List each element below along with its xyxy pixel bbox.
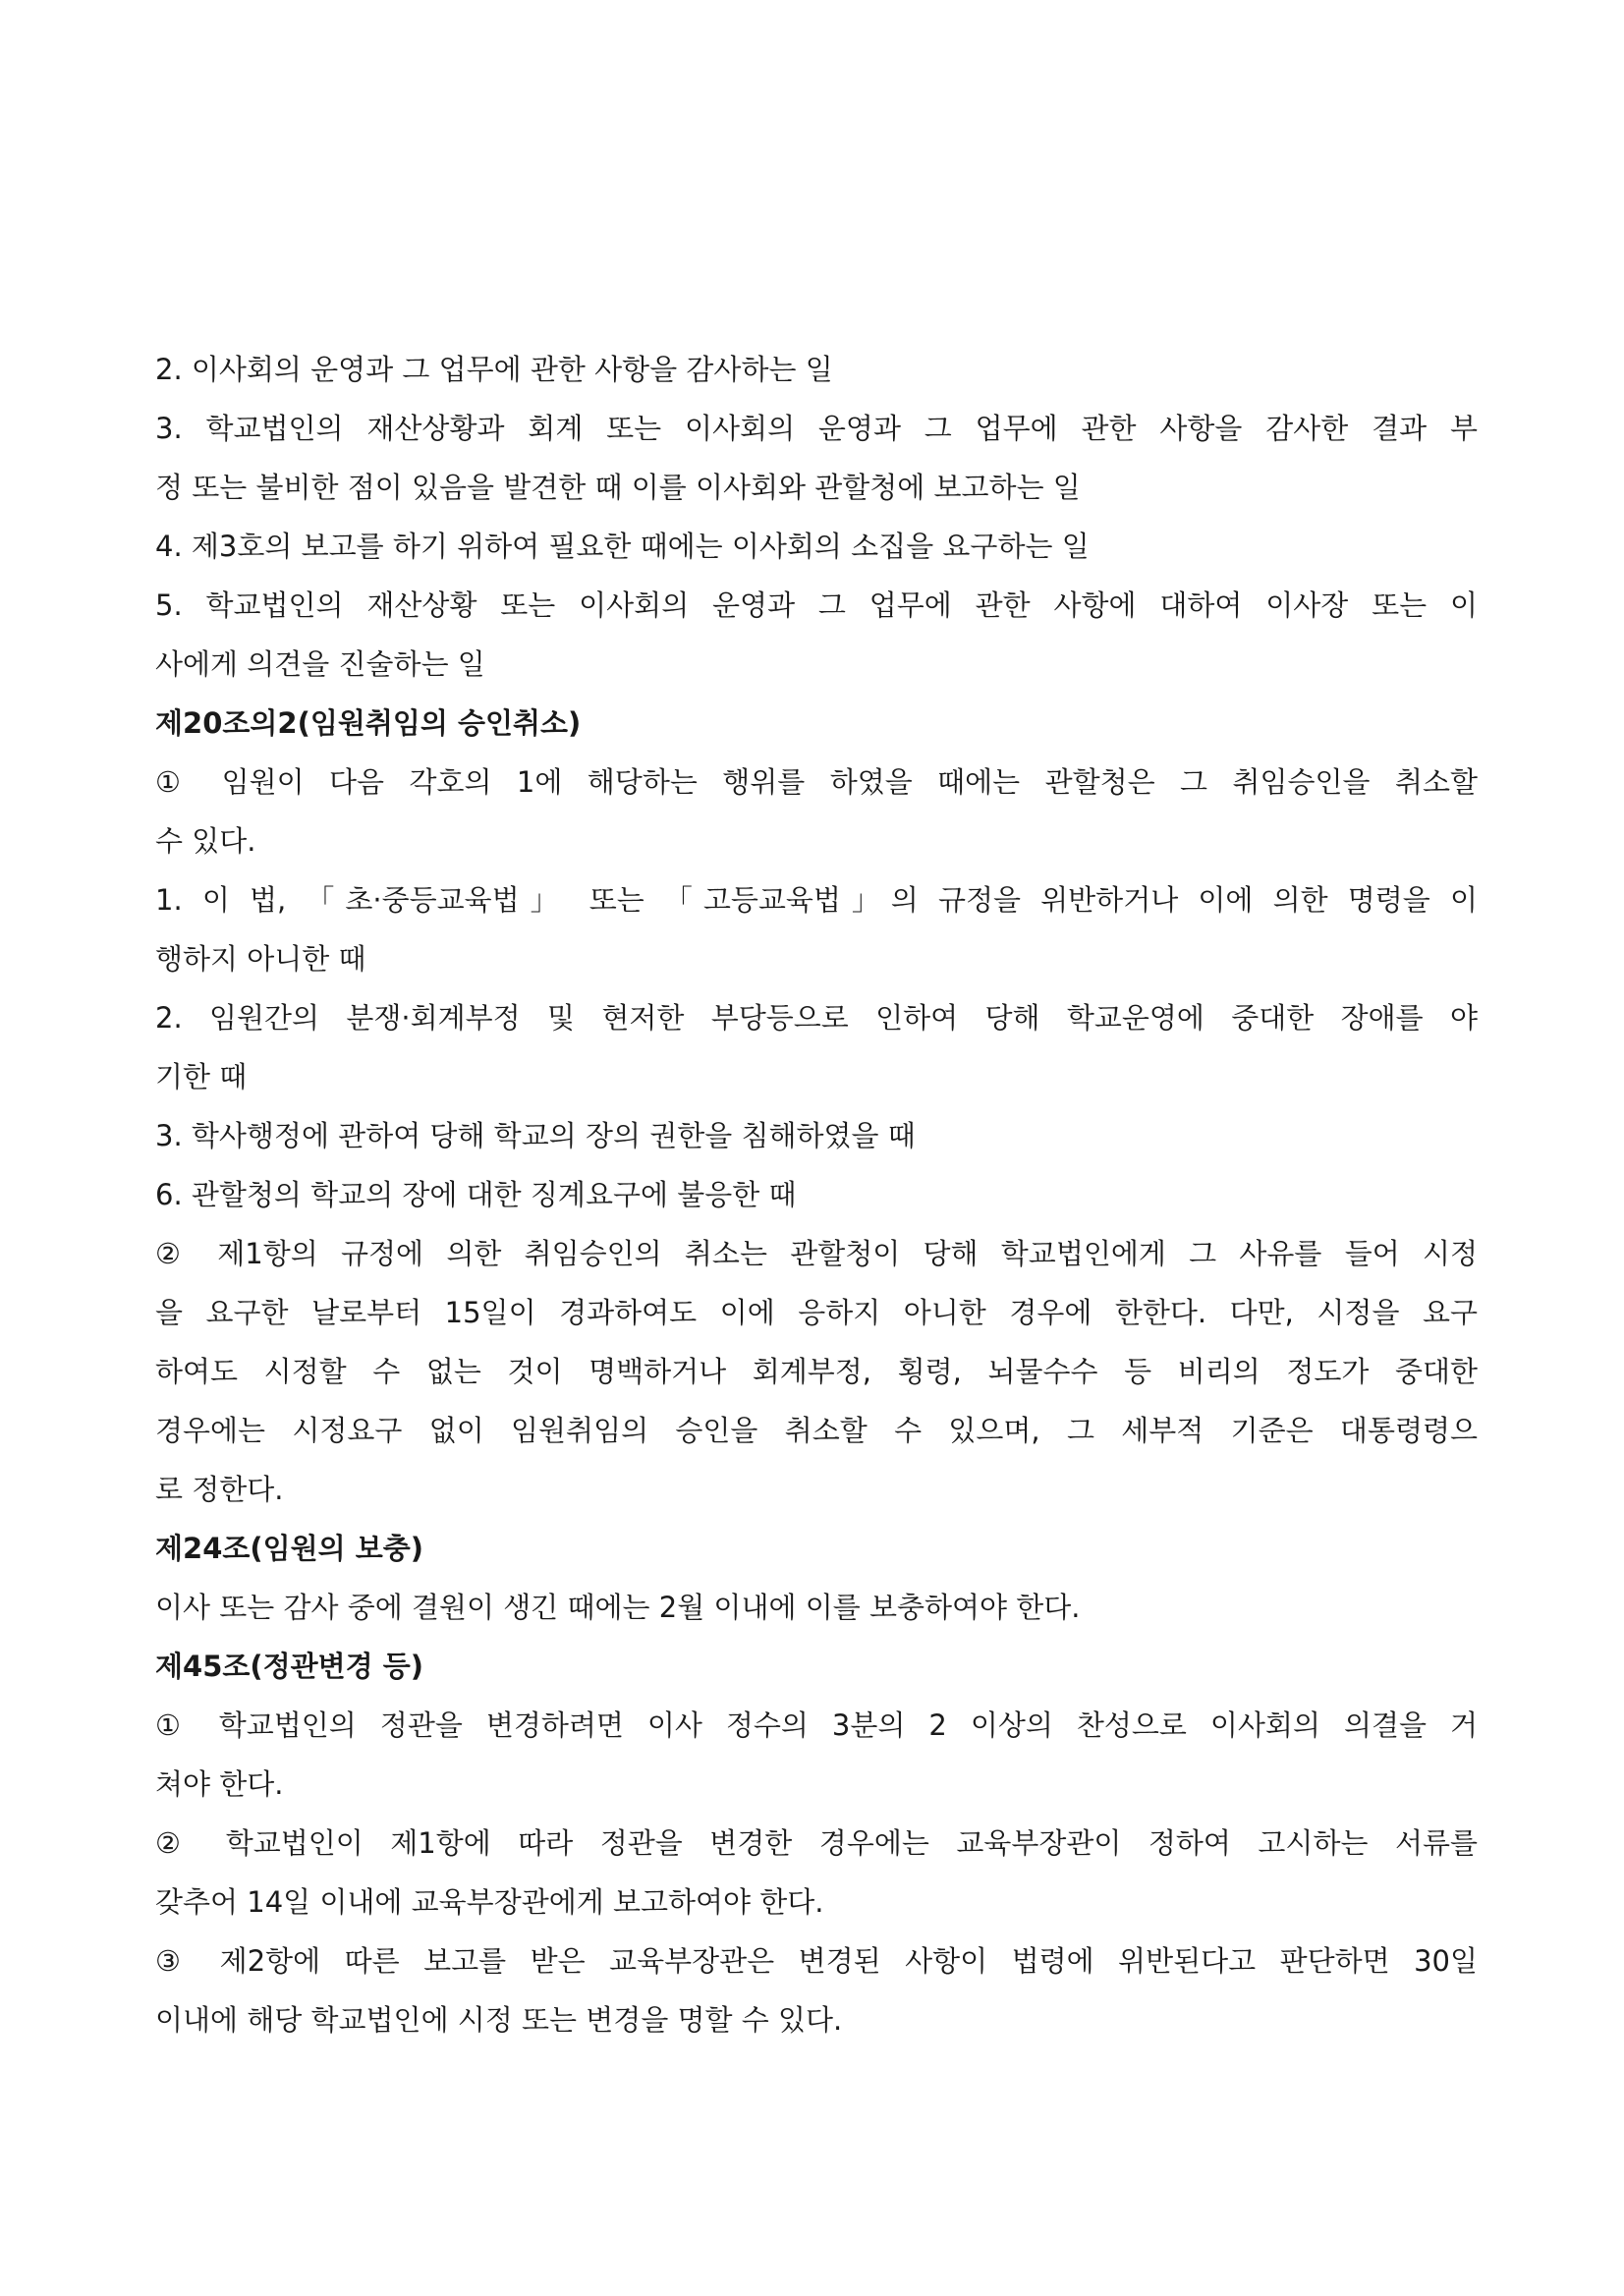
body-text-line: ③ 제2항에 따른 보고를 받은 교육부장관은 변경된 사항이 법령에 위반된다고 판단하면 30일: [155, 1944, 1478, 1978]
body-text-line: 쳐야 한다.: [155, 1767, 284, 1801]
body-text-line: 기한 때: [155, 1060, 248, 1093]
body-text-line: 3. 학사행정에 관하여 당해 학교의 장의 권한을 침해하였을 때: [155, 1119, 916, 1152]
body-text-line: 하여도 시정할 수 없는 것이 명백하거나 회계부정, 횡령, 뇌물수수 등 비리의 정도가 중대한: [155, 1355, 1478, 1388]
body-text-line: 1. 이 법, 「초·중등교육법」 또는 「고등교육법」의 규정을 위반하거나 이에 의한 명령을 이: [155, 883, 1478, 917]
body-text-line: ① 학교법인의 정관을 변경하려면 이사 정수의 3분의 2 이상의 찬성으로 이사회의 의결을 거: [155, 1708, 1478, 1742]
body-text-line: 을 요구한 날로부터 15일이 경과하여도 이에 응하지 아니한 경우에 한한다. 다만, 시정을 요구: [155, 1296, 1478, 1329]
body-text-line: ② 제1항의 규정에 의한 취임승인의 취소는 관할청이 당해 학교법인에게 그 사유를 들어 시정: [155, 1237, 1478, 1270]
body-text-line: 정 또는 불비한 점이 있음을 발견한 때 이를 이사회와 관할청에 보고하는 일: [155, 471, 1081, 504]
body-text-line: 2. 임원간의 분쟁·회계부정 및 현저한 부당등으로 인하여 당해 학교운영에 중대한 장애를 야: [155, 1001, 1478, 1035]
body-text-line: 사에게 의견을 진술하는 일: [155, 647, 485, 681]
body-text-line: ① 임원이 다음 각호의 1에 해당하는 행위를 하였을 때에는 관할청은 그 취임승인을 취소할: [155, 765, 1478, 799]
body-text-line: 행하지 아니한 때: [155, 942, 366, 976]
section-heading: 제45조(정관변경 등): [155, 1650, 424, 1683]
section-heading: 제24조(임원의 보충): [155, 1532, 424, 1565]
body-text-line: 이사 또는 감사 중에 결원이 생긴 때에는 2월 이내에 이를 보충하여야 한다.: [155, 1591, 1081, 1624]
body-text-line: 6. 관할청의 학교의 장에 대한 징계요구에 불응한 때: [155, 1178, 797, 1211]
document-body: [155, 340, 1478, 2049]
body-text-line: 2. 이사회의 운영과 그 업무에 관한 사항을 감사하는 일: [155, 353, 833, 386]
body-text-line: 4. 제3호의 보고를 하기 위하여 필요한 때에는 이사회의 소집을 요구하는 일: [155, 530, 1090, 563]
body-text-line: ② 학교법인이 제1항에 따라 정관을 변경한 경우에는 교육부장관이 정하여 고시하는 서류를: [155, 1826, 1478, 1860]
body-text-line: 로 정한다.: [155, 1473, 284, 1506]
section-heading: 제20조의2(임원취임의 승인취소): [155, 706, 582, 740]
body-text-line: 수 있다.: [155, 824, 256, 858]
body-text-line: 갖추어 14일 이내에 교육부장관에게 보고하여야 한다.: [155, 1885, 824, 1919]
body-text-line: 5. 학교법인의 재산상황 또는 이사회의 운영과 그 업무에 관한 사항에 대하여 이사장 또는 이: [155, 588, 1478, 622]
body-text-line: 경우에는 시정요구 없이 임원취임의 승인을 취소할 수 있으며, 그 세부적 기준은 대통령령으: [155, 1414, 1478, 1447]
body-text-line: 이내에 해당 학교법인에 시정 또는 변경을 명할 수 있다.: [155, 2003, 843, 2037]
body-text-line: 3. 학교법인의 재산상황과 회계 또는 이사회의 운영과 그 업무에 관한 사항을 감사한 결과 부: [155, 412, 1478, 445]
